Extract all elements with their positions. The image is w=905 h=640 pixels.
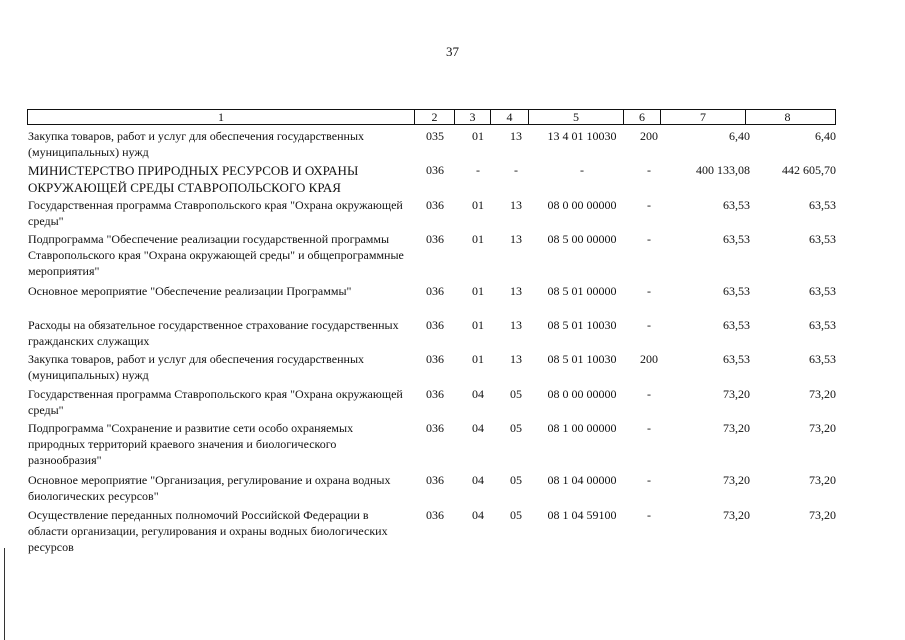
row-code-ministry: 036 [426,421,444,435]
header-col-2: 2 [415,110,455,124]
row-amount-1: 73,20 [723,508,750,522]
row-code-ministry: 036 [426,387,444,401]
row-code-target: 08 5 01 10030 [547,318,617,332]
row-code-subsection: 05 [510,421,522,435]
row-code-subsection: - [514,163,518,177]
row-code-target: 08 1 04 00000 [547,473,617,487]
row-code-expense-type: - [647,163,651,177]
row-name: Основное мероприятие "Организация, регулирование и охрана водных биологических ресурсов" [28,473,391,503]
row-code-expense-type: - [647,198,651,212]
row-amount-2: 442 605,70 [782,163,836,177]
row-amount-2: 63,53 [809,198,836,212]
row-name: Государственная программа Ставропольского края "Охрана окружающей среды" [28,198,403,228]
row-code-subsection: 05 [510,508,522,522]
row-amount-1: 63,53 [723,284,750,298]
row-code-subsection: 13 [510,198,522,212]
row-code-subsection: 13 [510,318,522,332]
row-code-target: 08 5 00 00000 [547,232,617,246]
row-amount-2: 73,20 [809,508,836,522]
row-code-expense-type: - [647,473,651,487]
row-code-section: 04 [472,508,484,522]
row-code-subsection: 13 [510,129,522,143]
row-code-ministry: 036 [426,473,444,487]
row-code-expense-type: - [647,508,651,522]
row-code-ministry: 036 [426,232,444,246]
header-col-1: 1 [28,110,415,124]
row-code-section: 01 [472,198,484,212]
row-code-target: 08 5 01 00000 [547,284,617,298]
row-name: Основное мероприятие "Обеспечение реализации Программы" [28,284,352,298]
row-amount-1: 63,53 [723,232,750,246]
row-code-ministry: 036 [426,508,444,522]
row-code-section: 01 [472,352,484,366]
row-amount-1: 400 133,08 [696,163,750,177]
row-name: Подпрограмма "Сохранение и развитие сети особо охраняемых природных территорий краевого значения и биологического разнообразия" [28,421,354,467]
row-amount-1: 73,20 [723,387,750,401]
row-code-expense-type: 200 [640,129,658,143]
row-name: Расходы на обязательное государственное страхование государственных гражданских служащих [28,318,399,348]
row-code-subsection: 13 [510,232,522,246]
row-name: Подпрограмма "Обеспечение реализации государственной программы Ставропольского края "Охрана окружающей среды" и общепрограммные мероприятия" [28,232,404,278]
header-col-4: 4 [491,110,529,124]
row-code-subsection: 13 [510,352,522,366]
row-code-section: 01 [472,129,484,143]
header-col-8: 8 [784,110,791,124]
row-amount-1: 6,40 [729,129,750,143]
row-code-subsection: 05 [510,387,522,401]
header-col-5: 5 [529,110,624,124]
row-code-ministry: 036 [426,318,444,332]
row-code-ministry: 036 [426,284,444,298]
row-code-section: 04 [472,421,484,435]
row-amount-2: 63,53 [809,232,836,246]
row-amount-1: 63,53 [723,198,750,212]
row-code-section: 04 [472,473,484,487]
row-name: Государственная программа Ставропольского края "Охрана окружающей среды" [28,387,403,417]
scan-margin-line [4,548,5,640]
row-code-target: - [580,163,584,177]
header-col-6: 6 [624,110,661,124]
row-amount-2: 6,40 [815,129,836,143]
row-code-target: 08 1 04 59100 [547,508,617,522]
row-code-expense-type: 200 [640,352,658,366]
row-code-target: 08 0 00 00000 [547,387,617,401]
row-code-target: 08 0 00 00000 [547,198,617,212]
row-code-ministry: 035 [426,129,444,143]
row-amount-2: 73,20 [809,473,836,487]
row-amount-1: 73,20 [723,421,750,435]
row-amount-2: 63,53 [809,352,836,366]
header-col-3: 3 [455,110,491,124]
row-name: Осуществление переданных полномочий Российской Федерации в области организации, регулирования и охраны водных биологических ресурсов [28,508,388,554]
row-code-expense-type: - [647,232,651,246]
row-amount-2: 73,20 [809,421,836,435]
row-name: Закупка товаров, работ и услуг для обеспечения государственных (муниципальных) нужд [28,352,365,382]
row-code-ministry: 036 [426,198,444,212]
row-amount-1: 63,53 [723,352,750,366]
row-code-ministry: 036 [426,163,444,177]
row-code-subsection: 05 [510,473,522,487]
row-code-subsection: 13 [510,284,522,298]
row-amount-2: 73,20 [809,387,836,401]
row-code-target: 08 5 01 10030 [547,352,617,366]
row-code-expense-type: - [647,284,651,298]
table-header-row [27,109,836,125]
row-name: МИНИСТЕРСТВО ПРИРОДНЫХ РЕСУРСОВ И ОХРАНЫ ОКРУЖАЮЩЕЙ СРЕДЫ СТАВРОПОЛЬСКОГО КРАЯ [28,163,359,195]
row-code-section: 04 [472,387,484,401]
row-code-target: 13 4 01 10030 [547,129,617,143]
row-code-section: 01 [472,232,484,246]
row-code-target: 08 1 00 00000 [547,421,617,435]
row-amount-1: 63,53 [723,318,750,332]
row-amount-2: 63,53 [809,318,836,332]
row-amount-2: 63,53 [809,284,836,298]
row-code-section: 01 [472,318,484,332]
row-code-ministry: 036 [426,352,444,366]
row-code-expense-type: - [647,318,651,332]
row-code-section: - [476,163,480,177]
row-name: Закупка товаров, работ и услуг для обеспечения государственных (муниципальных) нужд [28,129,365,159]
row-code-section: 01 [472,284,484,298]
row-code-expense-type: - [647,387,651,401]
page-number: 37 [446,44,459,59]
row-amount-1: 73,20 [723,473,750,487]
header-col-7: 7 [661,110,746,124]
row-code-expense-type: - [647,421,651,435]
